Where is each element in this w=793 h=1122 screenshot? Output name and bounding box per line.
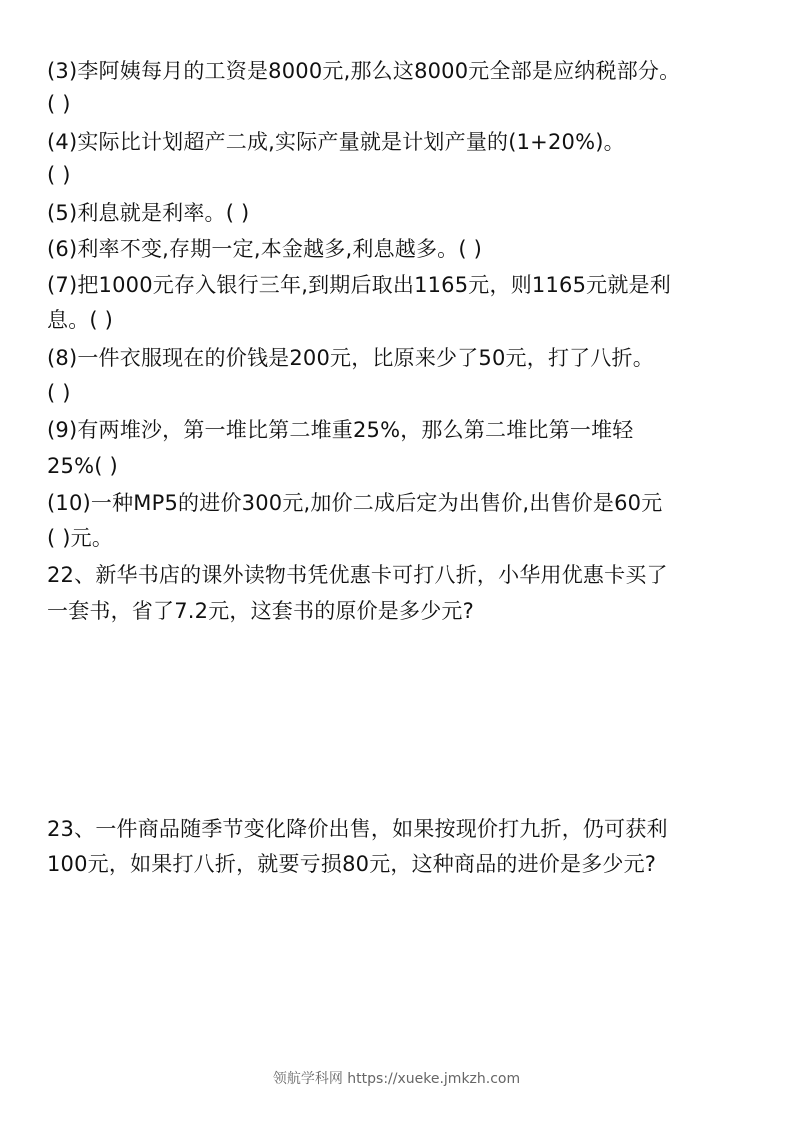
question-9-line-1: (9)有两堆沙，第一堆比第二堆重25%，那么第二堆比第一堆轻 [47,418,634,442]
problem-22-line-1: 22、新华书店的课外读物书凭优惠卡可打八折，小华用优惠卡买了 [47,563,668,587]
question-4-answer-blank[interactable]: ( ) [47,163,71,187]
question-10-line-1: (10)一种MP5的进价300元,加价二成后定为出售价,出售价是60元 [47,491,663,515]
question-10-line-2: ( )元。 [47,526,114,550]
question-7-line-1: (7)把1000元存入银行三年,到期后取出1165元，则1165元就是利 [47,273,671,297]
question-5: (5)利息就是利率。( ) [47,201,250,225]
footer-watermark: 领航学科网 https://xueke.jmkzh.com [272,1071,521,1087]
question-3-answer-blank[interactable]: ( ) [47,92,71,116]
question-9-line-2: 25%( ) [47,454,118,478]
question-3-line-1: (3)李阿姨每月的工资是8000元,那么这8000元全部是应纳税部分。 [47,59,681,83]
problem-23-line-1: 23、一件商品随季节变化降价出售，如果按现价打九折，仍可获利 [47,817,668,841]
question-6: (6)利率不变,存期一定,本金越多,利息越多。( ) [47,237,483,261]
question-4-line-1: (4)实际比计划超产二成,实际产量就是计划产量的(1+20%)。 [47,130,625,154]
question-7-line-2: 息。( ) [47,308,114,332]
question-8-answer-blank[interactable]: ( ) [47,381,71,405]
problem-22-line-2: 一套书，省了7.2元，这套书的原价是多少元? [47,599,474,623]
problem-23-line-2: 100元，如果打八折，就要亏损80元，这种商品的进价是多少元? [47,852,657,876]
question-8-line-1: (8)一件衣服现在的价钱是200元，比原来少了50元，打了八折。 [47,346,654,370]
